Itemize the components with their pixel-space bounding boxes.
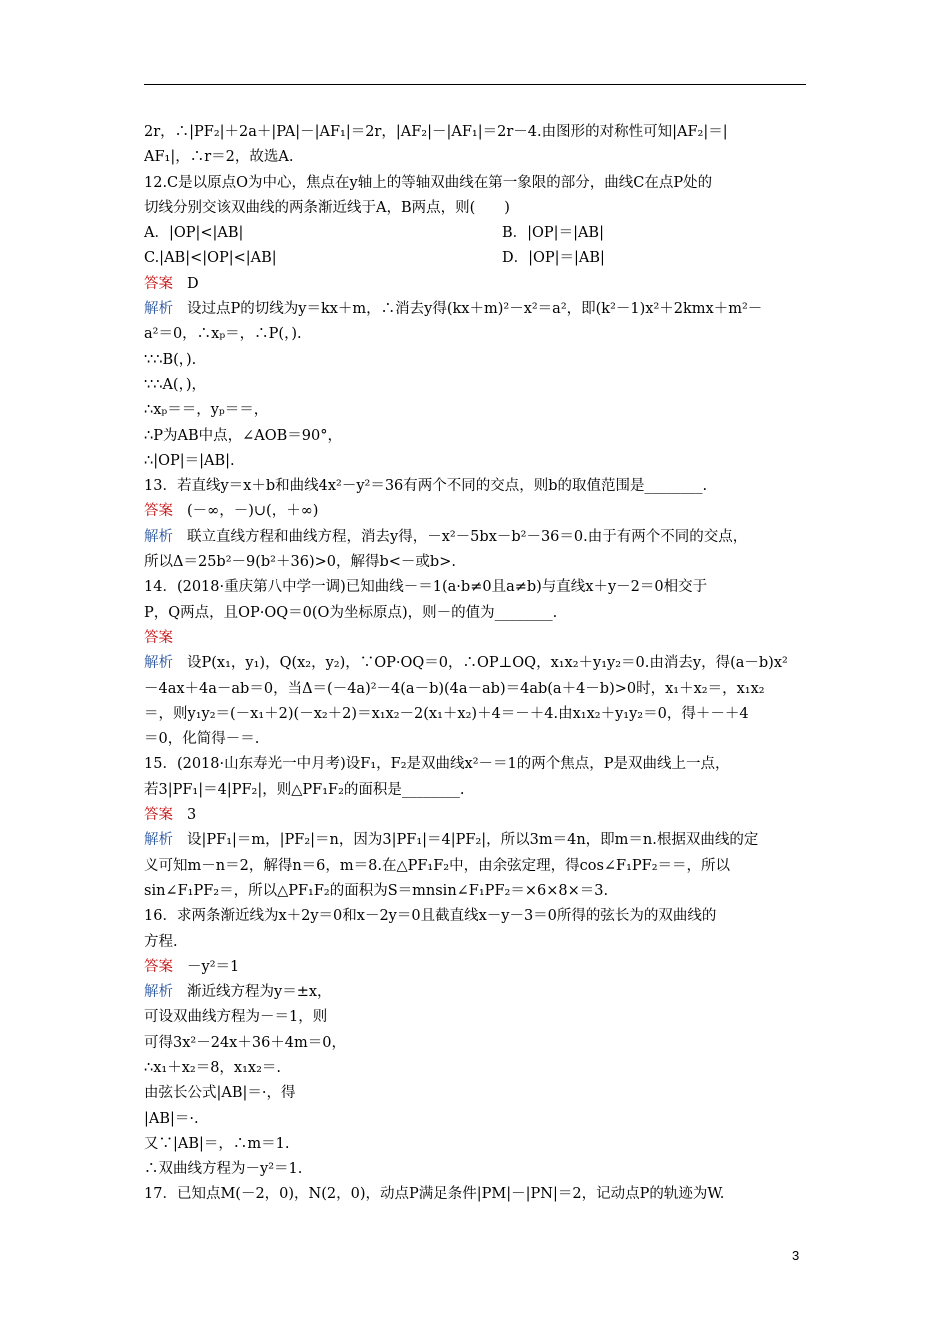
answer-line (144, 272, 806, 297)
text-line: ∴x₁＋x₂＝8，x₁x₂＝. (144, 1059, 282, 1076)
analysis-line (144, 828, 806, 853)
text-line: 义可知m－n＝2，解得n＝6，m＝8.在△PF₁F₂中，由余弦定理，得cos∠F₁PF₂＝＝，所以 (144, 857, 731, 874)
analysis-line (144, 525, 806, 550)
text-line: ∴P为AB中点，∠AOB＝90°， (144, 427, 342, 444)
text-line: 17．已知点M(－2，0)，N(2，0)，动点P满足条件|PM|－|PN|＝2，记动点P的轨迹为W. (144, 1186, 725, 1203)
line-text: 设|PF₁|＝m，|PF₂|＝n，因为3|PF₁|＝4|PF₂|，所以3m＝4n，即m＝n.根据双曲线的定 (187, 832, 759, 849)
text-line: 切线分别交该双曲线的两条渐近线于A，B两点，则( ) (144, 199, 510, 216)
header-rule (144, 84, 806, 85)
analysis-line (144, 980, 806, 1005)
text-line: 可得3x²－24x＋36＋4m＝0， (144, 1034, 346, 1051)
answer-label: 答案 (144, 807, 173, 824)
text-line: 又∵|AB|＝，∴m＝1. (144, 1135, 290, 1152)
answer-line (144, 955, 806, 980)
choice-options-row (144, 246, 806, 271)
line-text: (－∞，－)∪(，＋∞) (187, 503, 319, 520)
analysis-label: 解析 (144, 301, 173, 318)
analysis-label: 解析 (144, 832, 173, 849)
text-line: ∴xₚ＝＝，yₚ＝＝， (144, 402, 269, 419)
page-number: 3 (792, 1248, 800, 1263)
answer-line (144, 626, 806, 651)
document-body (144, 120, 806, 1208)
answer-label: 答案 (144, 503, 173, 520)
text-line: 方程. (144, 933, 178, 950)
text-line: 2r，∴|PF₂|＋2a＋|PA|－|AF₁|＝2r，|AF₂|－|AF₁|＝2r－4.由图形的对称性可知|AF₂|＝| (144, 124, 728, 140)
text-line: 15．(2018·山东寿光一中月考)设F₁，F₂是双曲线x²－＝1的两个焦点，P是双曲线上一点， (144, 756, 730, 773)
line-text: 设P(x₁，y₁)，Q(x₂，y₂)，∵OP·OQ＝0，∴OP⊥OQ，x₁x₂＋y₁y₂＝0.由消去y，得(a－b)x² (187, 655, 788, 672)
choice-option: D．|OP|＝|AB| (502, 250, 605, 267)
answer-label: 答案 (144, 629, 173, 646)
text-line: 14．(2018·重庆第八中学一调)已知曲线－＝1(a·b≠0且a≠b)与直线x＋y－2＝0相交于 (144, 579, 708, 596)
line-text: 设过点P的切线为y＝kx＋m，∴消去y得(kx＋m)²－x²＝a²，即(k²－1)x²＋2kmx＋m²－ (187, 301, 763, 318)
text-line: a²＝0，∴xₚ＝，∴P(，). (144, 326, 302, 343)
text-line: ∴双曲线方程为－y²＝1. (144, 1161, 303, 1178)
analysis-line (144, 297, 806, 322)
choice-option: C.|AB|<|OP|<|AB| (144, 250, 277, 267)
choice-option: A．|OP|<|AB| (144, 225, 244, 242)
text-line: ＝0，化简得－＝. (144, 731, 260, 748)
text-line: 若3|PF₁|＝4|PF₂|，则△PF₁F₂的面积是________. (144, 781, 465, 798)
text-line: ∴|OP|＝|AB|. (144, 452, 235, 469)
line-text: －y²＝1 (187, 958, 240, 975)
text-line: P，Q两点，且OP·OQ＝0(O为坐标原点)，则－的值为________. (144, 604, 558, 621)
text-line: －4ax＋4a－ab＝0，当Δ＝(－4a)²－4(a－b)(4a－ab)＝4ab(a＋4－b)>0时，x₁＋x₂＝，x₁x₂ (144, 680, 765, 697)
text-line: 13．若直线y＝x＋b和曲线4x²－y²＝36有两个不同的交点，则b的取值范围是________. (144, 478, 708, 495)
analysis-label: 解析 (144, 655, 173, 672)
answer-label: 答案 (144, 958, 173, 975)
line-text: D (187, 275, 199, 292)
text-line: 由弦长公式|AB|＝·，得 (144, 1085, 296, 1102)
text-line: AF₁|，∴r＝2，故选A. (144, 149, 294, 166)
analysis-label: 解析 (144, 984, 173, 1001)
text-line: |AB|＝·. (144, 1110, 199, 1127)
analysis-label: 解析 (144, 528, 173, 545)
text-line: sin∠F₁PF₂＝，所以△PF₁F₂的面积为S＝mnsin∠F₁PF₂＝×6×8×＝3. (144, 882, 609, 899)
line-text: 渐近线方程为y＝±x， (187, 984, 332, 1001)
answer-label: 答案 (144, 275, 173, 292)
answer-line (144, 499, 806, 524)
text-line: ∵∴A(，)， (144, 376, 206, 393)
text-line: 12.C是以原点O为中心，焦点在y轴上的等轴双曲线在第一象限的部分，曲线C在点P处的 (144, 174, 713, 191)
text-line: 所以Δ＝25b²－9(b²＋36)>0，解得b<－或b>. (144, 554, 456, 571)
text-line: 可设双曲线方程为－＝1，则 (144, 1009, 328, 1026)
text-line: ∵∴B(，). (144, 351, 197, 368)
text-line: ＝，则y₁y₂＝(－x₁＋2)(－x₂＋2)＝x₁x₂－2(x₁＋x₂)＋4＝－＋4.由x₁x₂＋y₁y₂＝0，得＋－＋4 (144, 705, 749, 722)
text-line: 16．求两条渐近线为x＋2y＝0和x－2y＝0且截直线x－y－3＝0所得的弦长为的双曲线的 (144, 908, 717, 925)
choice-option: B．|OP|＝|AB| (502, 225, 604, 242)
choice-options-row (144, 221, 806, 246)
answer-line (144, 803, 806, 828)
line-text: 联立直线方程和曲线方程，消去y得，－x²－5bx－b²－36＝0.由于有两个不同的交点， (187, 528, 748, 545)
line-text: 3 (187, 807, 197, 824)
analysis-line (144, 651, 806, 676)
